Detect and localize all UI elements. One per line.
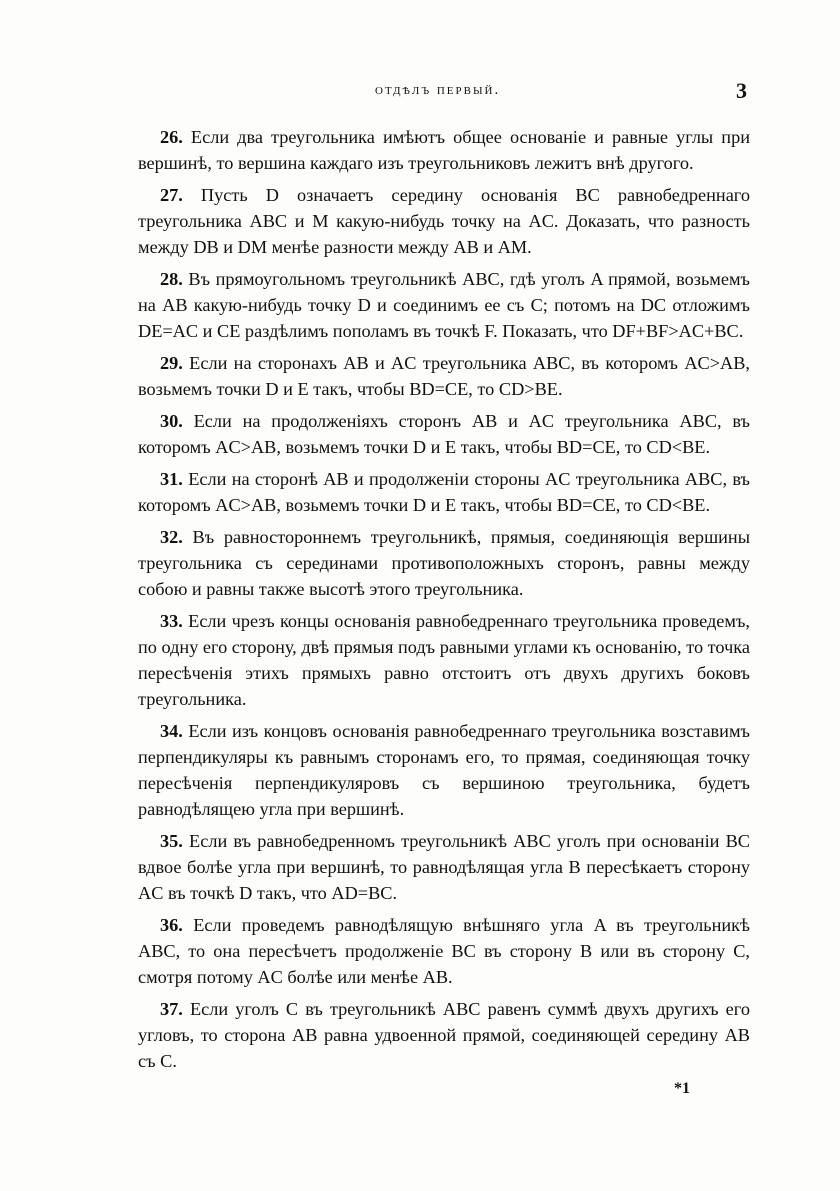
problem-number: 35. <box>160 831 183 851</box>
problem-text: Если въ равнобедренномъ треугольникѣ ABC уголъ при основаніи BC вдвое болѣе угла при вершинѣ, то равнодѣлящая угла B пересѣкаетъ сторону AC въ точкѣ D такъ, что AD=BC. <box>138 831 750 903</box>
problem-text: Если чрезъ концы основанія равнобедреннаго треугольника проведемъ, по одну его сторону, двѣ прямыя подъ равными углами къ основанію, то точка пересѣченія этихъ прямыхъ равно отстоитъ отъ двухъ другихъ боковъ треугольника. <box>138 611 750 709</box>
problem-31 <box>138 466 750 518</box>
problem-number: 37. <box>160 999 183 1019</box>
problem-number: 32. <box>160 527 183 547</box>
problem-number: 26. <box>160 127 183 147</box>
problem-27 <box>138 182 750 260</box>
page-number: 3 <box>736 78 747 103</box>
problem-30 <box>138 408 750 460</box>
problem-32 <box>138 524 750 602</box>
problem-number: 28. <box>160 269 183 289</box>
problem-35 <box>138 828 750 906</box>
problem-number: 36. <box>160 915 183 935</box>
problem-37 <box>138 996 750 1074</box>
problem-number: 34. <box>160 721 183 741</box>
problem-text: Если два треугольника имѣютъ общее основаніе и равные углы при вершинѣ, то вершина каждаго изъ треугольниковъ лежитъ внѣ другого. <box>138 127 750 173</box>
signature-mark: *1 <box>674 1080 690 1097</box>
problem-number: 27. <box>160 185 183 205</box>
problem-number: 31. <box>160 469 183 489</box>
problem-text: Пусть D означаетъ середину основанія BC равнобедреннаго треугольника ABC и M какую-нибудь точку на AC. Доказать, что разность между DB и DM менѣе разности между AB и AM. <box>138 185 750 257</box>
problem-number: 29. <box>160 353 183 373</box>
problem-text: Если на сторонахъ AB и AC треугольника ABC, въ которомъ AC>AB, возьмемъ точки D и E такъ, чтобы BD=CE, то CD>BE. <box>138 353 750 399</box>
problem-text: Въ прямоугольномъ треугольникѣ ABC, гдѣ уголъ A прямой, возьмемъ на AB какую-нибудь точку D и соединимъ ее съ C; потомъ на DC отложимъ DE=AC и CE раздѣлимъ пополамъ въ точкѣ F. Показать, что DF+BF>AC+BC. <box>138 269 750 341</box>
problem-28 <box>138 266 750 344</box>
problem-text: Если на сторонѣ AB и продолженіи стороны AC треугольника ABC, въ которомъ AC>AB, возьмемъ точки D и E такъ, чтобы BD=CE, то CD<BE. <box>138 469 750 515</box>
problem-36 <box>138 912 750 990</box>
problem-text: Если проведемъ равнодѣлящую внѣшняго угла A въ треугольникѣ ABC, то она пересѣчетъ продолженіе BC въ сторону B или въ сторону C, смотря потому AC болѣе или менѣе AB. <box>138 915 750 987</box>
problem-text: Если уголъ C въ треугольникѣ ABC равенъ суммѣ двухъ другихъ его угловъ, то сторона AB равна удвоенной прямой, соединяющей середину AB съ C. <box>138 999 750 1071</box>
problem-number: 33. <box>160 611 183 631</box>
problem-list <box>138 124 750 1080</box>
running-title: отдѣлъ первый. <box>375 82 501 98</box>
page-header <box>0 80 840 106</box>
problem-text: Въ равностороннемъ треугольникѣ, прямыя, соединяющія вершины треугольника съ серединами противоположныхъ сторонъ, равны между собою и равны также высотѣ этого треугольника. <box>138 527 750 599</box>
problem-29 <box>138 350 750 402</box>
problem-text: Если на продолженіяхъ сторонъ AB и AC треугольника ABC, въ которомъ AC>AB, возьмемъ точки D и E такъ, чтобы BD=CE, то CD<BE. <box>138 411 750 457</box>
problem-number: 30. <box>160 411 183 431</box>
problem-34 <box>138 718 750 822</box>
problem-33 <box>138 608 750 712</box>
problem-26 <box>138 124 750 176</box>
problem-text: Если изъ концовъ основанія равнобедреннаго треугольника возставимъ перпендикуляры къ равнымъ сторонамъ его, то прямая, соединяющая точку пересѣченія перпендикуляровъ съ вершиною треугольника, будетъ равнодѣлящею угла при вершинѣ. <box>138 721 750 819</box>
